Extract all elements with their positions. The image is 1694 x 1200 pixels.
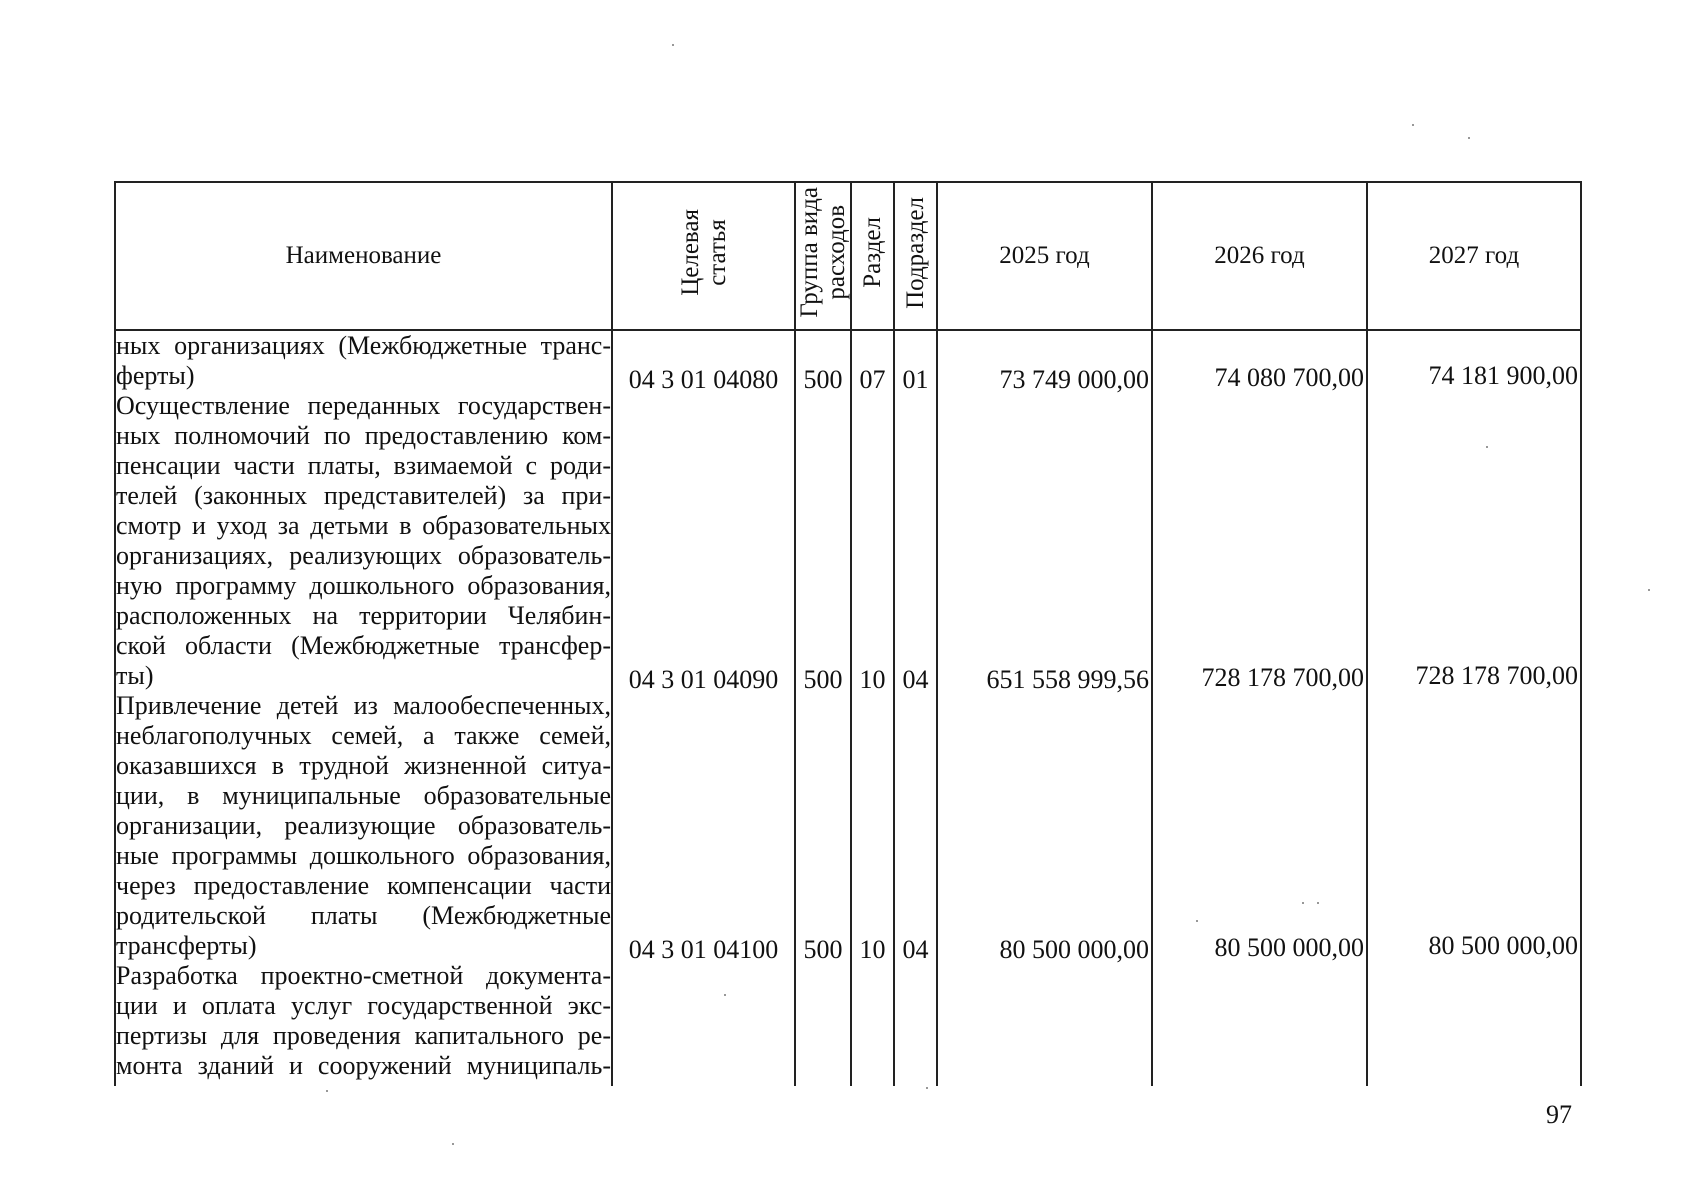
header-year-2027: 2027 год [1367, 182, 1581, 330]
expense-group-value: 500 [803, 665, 843, 694]
section-value: 10 [859, 935, 886, 964]
name-line: монта зданий и сооружений муниципаль- [116, 1051, 611, 1080]
subsection-column [894, 330, 937, 1086]
year-2026-column [1152, 330, 1367, 1086]
name-line: смотр и уход за детьми в образовательных [116, 511, 611, 540]
scan-speck [1302, 902, 1304, 904]
expense-group-value: 500 [803, 935, 843, 964]
header-year-2025: 2025 год [937, 182, 1152, 330]
header-year-2026: 2026 год [1152, 182, 1367, 330]
name-line: Разработка проектно-сметной документа- [116, 961, 611, 990]
header-section: Раздел [851, 182, 894, 330]
scan-speck [672, 44, 674, 46]
year-2025-column [937, 330, 1152, 1086]
target-article-value: 04 3 01 04080 [628, 365, 779, 394]
name-line: Осуществление переданных государствен- [116, 391, 611, 420]
name-line: трансферты) [116, 931, 257, 960]
header-target-article: Целевая статья [612, 182, 795, 330]
header-expense-group: Группа вида расходов [795, 182, 851, 330]
section-value: 10 [859, 665, 886, 694]
budget-table [114, 181, 1582, 1086]
scan-speck [1317, 902, 1319, 904]
name-line: ферты) [116, 361, 195, 390]
subsection-value: 04 [902, 665, 929, 694]
target-article-value: 04 3 01 04100 [628, 935, 779, 964]
amount-2026: 74 080 700,00 [1214, 363, 1364, 392]
section-column [851, 330, 894, 1086]
header-subsection: Подраздел [894, 182, 937, 330]
expense-group-column [795, 330, 851, 1086]
name-line: ты) [116, 661, 154, 690]
name-line: пертизы для проведения капитального ре- [116, 1021, 611, 1050]
name-line: Привлечение детей из малообеспеченных, [116, 691, 611, 720]
name-line: телей (законных представителей) за при- [116, 481, 611, 510]
name-line: неблагополучных семей, а также семей, [116, 721, 611, 750]
name-line: расположенных на территории Челябин- [116, 601, 611, 630]
name-line: ных организациях (Межбюджетные транс- [116, 331, 611, 360]
amount-2027: 728 178 700,00 [1415, 661, 1578, 690]
target-article-value: 04 3 01 04090 [628, 665, 779, 694]
scan-speck [1486, 446, 1488, 448]
expense-group-value: 500 [803, 365, 843, 394]
amount-2025: 651 558 999,56 [986, 665, 1149, 694]
target-article-column [612, 330, 795, 1086]
table-header-row [115, 182, 1581, 330]
amount-2025: 73 749 000,00 [999, 365, 1149, 394]
scan-speck [326, 1090, 328, 1092]
subsection-value: 04 [902, 935, 929, 964]
amount-2026: 728 178 700,00 [1201, 663, 1364, 692]
name-line: ции, в муниципальные образовательные [116, 781, 611, 810]
scan-speck [926, 1087, 928, 1089]
amount-2026: 80 500 000,00 [1214, 933, 1364, 962]
name-line: организации, реализующие образователь- [116, 811, 611, 840]
amount-2027: 74 181 900,00 [1428, 361, 1578, 390]
scan-speck [724, 994, 726, 996]
header-name: Наименование [115, 182, 612, 330]
name-line: через предоставление компенсации части [116, 871, 611, 900]
name-line: оказавшихся в трудной жизненной ситуа- [116, 751, 611, 780]
scan-speck [1468, 137, 1470, 139]
scan-speck [1412, 124, 1414, 126]
subsection-value: 01 [902, 365, 929, 394]
page-number: 97 [1546, 1100, 1572, 1129]
name-line: организациях, реализующих образователь- [116, 541, 611, 570]
name-line: ской области (Межбюджетные трансфер- [116, 631, 611, 660]
name-line: ции и оплата услуг государственной экс- [116, 991, 611, 1020]
scan-speck [1648, 589, 1650, 591]
amount-2027: 80 500 000,00 [1428, 931, 1578, 960]
amount-2025: 80 500 000,00 [999, 935, 1149, 964]
name-column-cell [115, 330, 612, 1086]
section-value: 07 [859, 365, 886, 394]
name-line: ных полномочий по предоставлению ком- [116, 421, 611, 450]
table-body-row [115, 330, 1581, 1086]
name-line: ную программу дошкольного образования, [116, 571, 611, 600]
name-line: ные программы дошкольного образования, [116, 841, 611, 870]
name-line: пенсации части платы, взимаемой с роди- [116, 451, 611, 480]
year-2027-column [1367, 330, 1581, 1086]
name-line: родительской платы (Межбюджетные [116, 901, 611, 930]
scan-speck [452, 1143, 454, 1145]
scan-speck [1196, 920, 1198, 922]
